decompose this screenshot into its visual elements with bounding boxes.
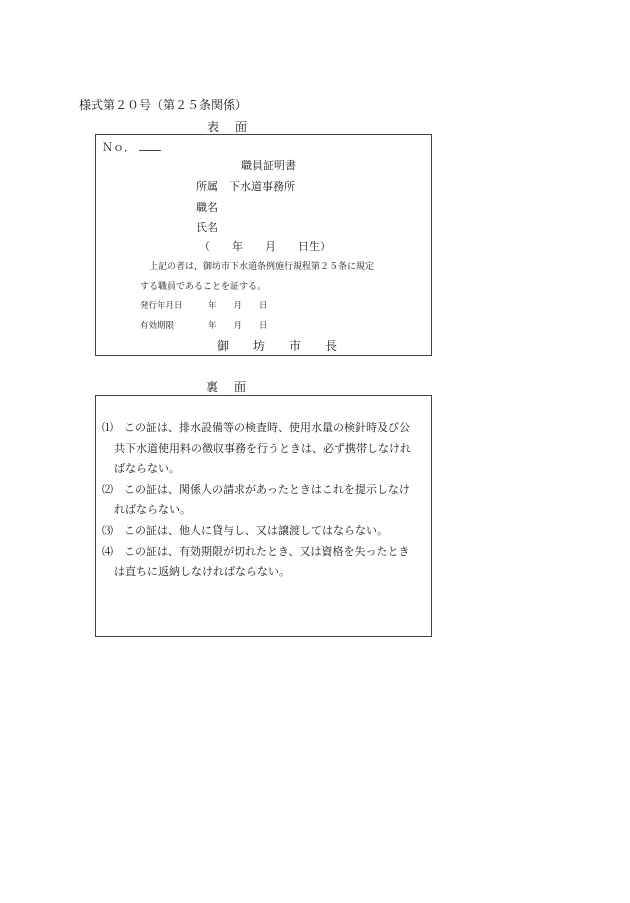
- item-number: ⑴: [102, 421, 113, 434]
- card-number-blank: [139, 142, 161, 151]
- birth-date: （ 年 月 日生）: [199, 240, 331, 253]
- issuer: 御 坊 市 長: [217, 339, 344, 353]
- back-item-2-line-2: ればならない。: [114, 503, 191, 516]
- item-number: ⑵: [102, 483, 113, 496]
- back-item-3: [102, 522, 388, 538]
- back-item-2: [102, 481, 410, 497]
- back-card: [95, 395, 432, 637]
- affiliation: 所属 下水道事務所: [196, 180, 295, 193]
- card-number-label: Ｎｏ．: [102, 141, 135, 154]
- back-item-1: [102, 419, 410, 435]
- name-field: 氏名: [196, 221, 218, 234]
- front-card: [95, 134, 432, 356]
- front-heading: 表 面: [207, 120, 250, 134]
- back-item-1-line-2: 共下水道使用料の徴収事務を行うときは、必ず携帯しなけれ: [114, 442, 411, 455]
- issue-date: 発行年月日 年 月 日: [140, 301, 268, 311]
- item-text: この証は、有効期限が切れたとき、又は資格を失ったとき: [124, 545, 410, 558]
- item-text: この証は、排水設備等の検査時、使用水量の検針時及び公: [124, 421, 410, 434]
- card-number: [102, 139, 161, 155]
- certificate-title: 職員証明書: [241, 159, 296, 172]
- form-number: 様式第２０号（第２５条関係）: [79, 98, 248, 112]
- item-number: ⑷: [102, 545, 113, 558]
- position-field: 職名: [196, 201, 218, 214]
- statement-line-2: する職員であることを証する。: [140, 282, 267, 292]
- statement-line-1: 上記の者は，御坊市下水道条例施行規程第２５条に規定: [149, 262, 375, 272]
- item-number: ⑶: [102, 524, 113, 537]
- item-text: この証は、関係人の請求があったときはこれを提示しなけ: [124, 483, 410, 496]
- item-text: この証は、他人に貸与し、又は譲渡してはならない。: [124, 524, 388, 537]
- back-item-1-line-3: ばならない。: [114, 462, 180, 475]
- expiry-date: 有効期限 年 月 日: [140, 321, 268, 331]
- back-item-4: [102, 543, 410, 559]
- back-item-4-line-2: は直ちに返納しなければならない。: [114, 565, 290, 578]
- back-heading: 裏 面: [206, 380, 249, 394]
